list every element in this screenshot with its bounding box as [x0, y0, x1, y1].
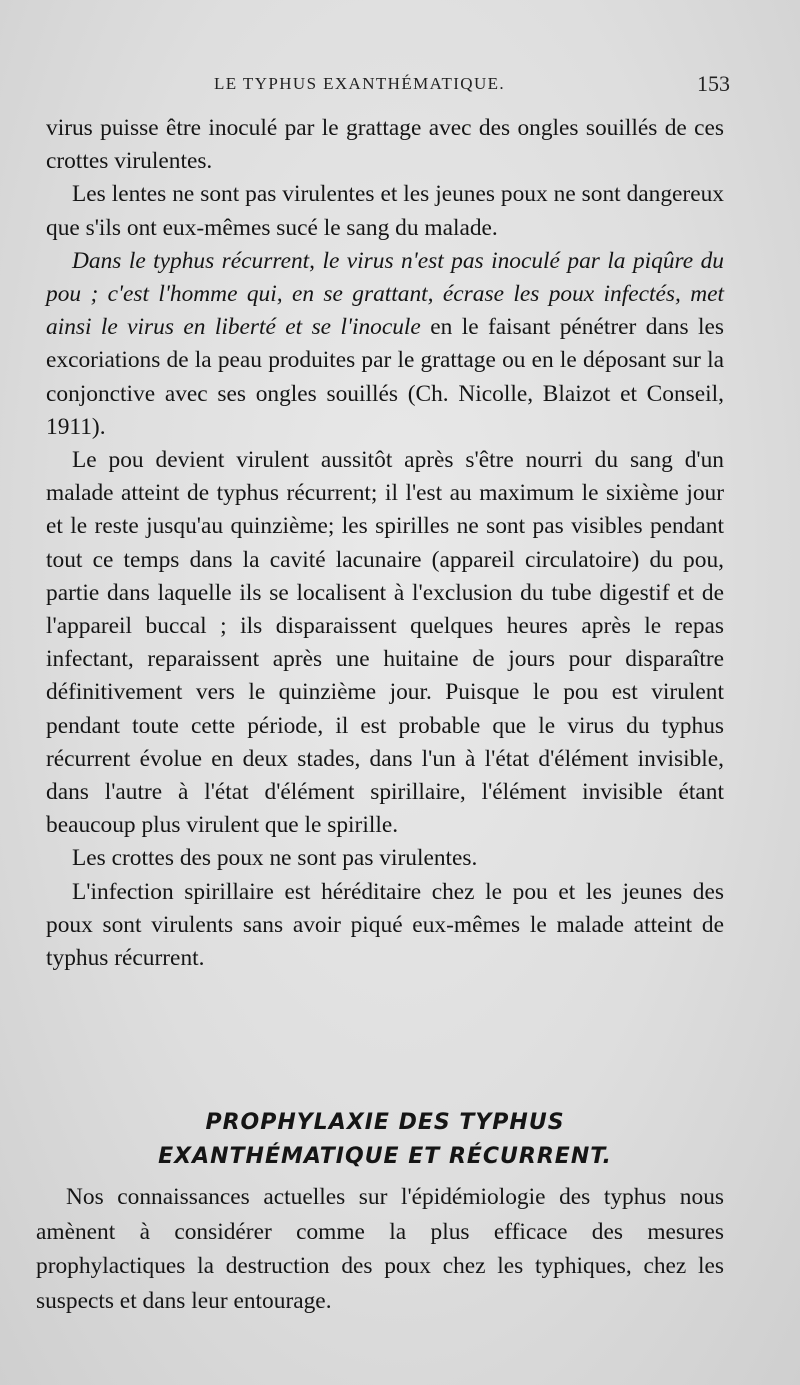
body-text [46, 112, 724, 975]
page-number: 153 [697, 71, 730, 96]
paragraph-lentes: Les lentes ne sont pas virulentes et les jeunes poux ne sont dangereux que s'ils ont eux-mêmes sucé le sang du malade. [46, 181, 724, 241]
paragraph-prophylaxie: Nos connaissances actuelles sur l'épidémiologie des typhus nous amènent à considérer comme la plus efficace des mesures prophylactiques la destruction des poux chez les typhiques, chez les suspects et dans leur entourage. [36, 1184, 724, 1314]
paragraph-continuation: virus puisse être inoculé par le grattage avec des ongles souillés de ces crottes virulentes. [46, 115, 724, 175]
section-heading [46, 1106, 724, 1174]
paragraph-text: en le faisant pénétrer dans les excoriations de la peau produites par le grattage ou en le déposant sur la conjonctive avec ses ongles souillés (Ch. Nicolle, Blaizot et Conseil, 1911). [46, 314, 724, 440]
running-title: LE TYPHUS EXANTHÉMATIQUE. [214, 74, 506, 93]
paragraph-typhus-recurrent [46, 245, 724, 444]
section-body [36, 1180, 724, 1318]
section-heading-line-2: EXANTHÉMATIQUE ET RÉCURRENT. [158, 1144, 612, 1169]
paragraph-crottes: Les crottes des poux ne sont pas virulentes. [72, 845, 478, 872]
section-heading-line-1: PROPHYLAXIE DES TYPHUS [205, 1110, 565, 1135]
italic-emphasis: Dans le typhus récurrent, le virus n'est pas inoculé par la piqûre du pou ; c'est l'homme qui, en se grattant, écrase les poux infectés, met ainsi le virus en liberté et se l'inocule [46, 247, 724, 341]
paragraph-infection-hereditaire: L'infection spirillaire est héréditaire chez le pou et les jeunes des poux sont virulents sans avoir piqué eux-mêmes le malade atteint de typhus récurrent. [46, 878, 724, 972]
paragraph-pou-virulent: Le pou devient virulent aussitôt après s'être nourri du sang d'un malade atteint de typhus récurrent; il l'est au maximum le sixième jour et le reste jusqu'au quinzième; les spirilles ne sont pas visibles pendant tout ce temps dans la cavité lacunaire (appareil circulatoire) du pou, partie dans laquelle ils se localisent à l'exclusion du tube digestif et de l'appareil buccal ; ils disparaissent quelques heures après le repas infectant, reparaissent après une huitaine de jours pour disparaître définitivement vers le quinzième jour. Puisque le pou est virulent pendant toute cette période, il est probable que le virus du typhus récurrent évolue en deux stades, dans l'un à l'état d'élément invisible, dans l'autre à l'état d'élément spirillaire, l'élément invisible étant beaucoup plus virulent que le spirille. [46, 447, 724, 839]
running-head [0, 71, 800, 104]
